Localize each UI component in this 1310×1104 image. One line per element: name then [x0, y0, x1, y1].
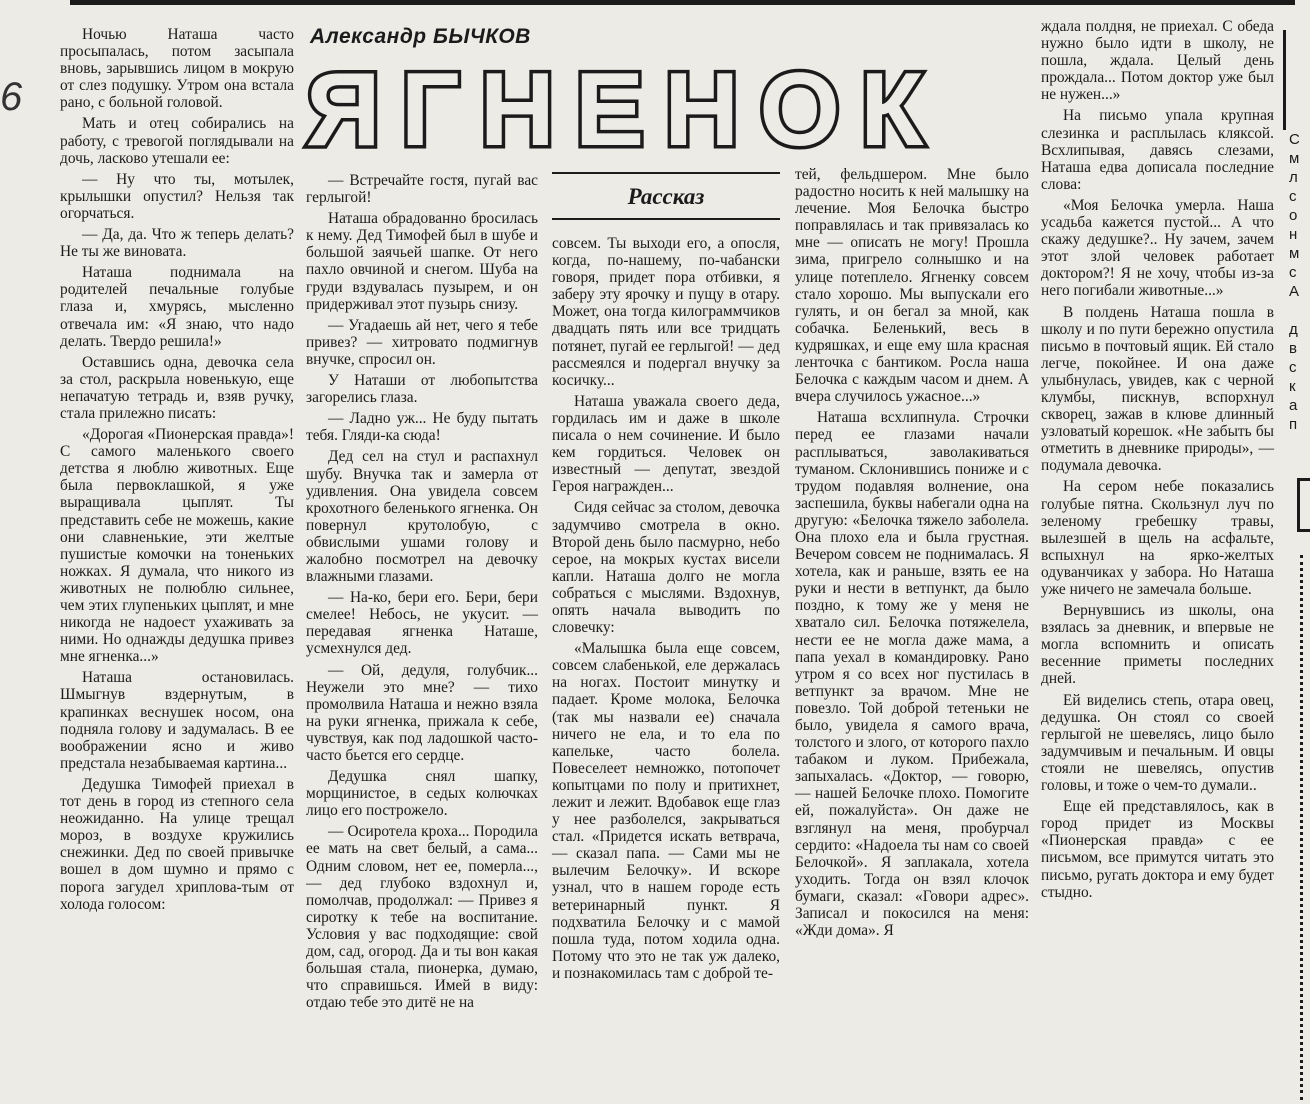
- paragraph: «Моя Белочка умерла. Наша усадьба кажется пустой... А что скажу дедушке?.. Ну зачем, зачем этот злой человек работает доктором?! Я не хочу, чтобы из-за него погибали животные...»: [1041, 196, 1274, 300]
- paragraph: Наташа всхлипнула. Строчки перед ее глазами начали расплываться, заволакиваться туманом. Склонившись пониже и с трудом подавляя волнение, она заспешила, буквы набегали одна на другую: «Белочка тяжело заболела. Она плохо ела и была грустная. Вечером совсем не поднималась. Я хотела, как и раньше, взять ее на руки и нести в ветпункт, да было поздно, к тому же у меня не хватало сил. Белочка потяжелела, нести ее не могла даже мама, а папа уехал в командировку. Рано утром я со всех ног пустилась в ветпункт за врачом. Мне не повезло. Той доброй тетеньки не было, увидела я самого врача, толстого и злого, от которого пахло табаком и луком. Прибежала, запыхалась. «Доктор, — говорю, — нашей Белочке плохо. Помогите ей, пожалуйста». Он даже не взглянул на меня, пробурчал сердито: «Надоела ты нам со своей Белочкой». Я заплакала, хотела уходить. Тогда он взял клочок бумаги, сказал: «Говори адрес». Записал и покосился на меня: «Жди дома». Я: [795, 409, 1029, 940]
- paragraph: Еще ей представлялось, как в город придет из Москвы «Пионерская правда» с ее письмом, все примутся читать это письмо, ругать доктора и ему будет стыдно.: [1041, 798, 1274, 901]
- paragraph: У Наташи от любопытства загорелись глаза.: [306, 372, 538, 407]
- paragraph: — На-ко, бери его. Бери, бери смелее! Небось, не укусит. — передавая ягненка Наташе, усмехнулся дед.: [306, 589, 538, 658]
- paragraph: На сером небе показались голубые пятна. Скользнул луч по зеленому гребешку травы, вылезшей в щель на асфальте, вспыхнул на ярко-желтых одуванчиках у забора. Но Наташа уже ничего не замечала больше.: [1041, 478, 1274, 598]
- text-column-1: [60, 26, 294, 917]
- paragraph: Дедушка Тимофей приехал в тот день в город из степного села неожиданно. На улице трещал мороз, в воздухе кружились снежинки. Дед по своей привычке вошел в дом шумно и прямо с порога загудел хриплова-тым от холода голосом:: [60, 775, 294, 913]
- paragraph: тей, фельдшером. Мне было радостно носить к ней малышку на лечение. Моя Белочка быстро поправлялась и так привязалась ко мне — описать не могу! Прошла зима, пригрело солнышко и на улице потеплело. Ягненку совсем стало хорошо. Мы выпускали его гулять, и он бегал за мной, как собачка. Беленький, весь в кудряшках, и еще ему шла красная ленточка с бантиком. Росла наша Белочка с каждым часом и днем. А вчера случилось ужасное...»: [795, 166, 1029, 406]
- author-name: Александр БЫЧКОВ: [310, 25, 531, 48]
- paragraph: — Да, да. Что ж теперь делать? Не ты же виновата.: [60, 226, 294, 261]
- text-column-5: [1041, 18, 1274, 905]
- paragraph: Наташа поднимала на родителей печальные голубые глаза и, хмурясь, мысленно отвечала им: «Я знаю, что надо делать. Твердо решила!»: [60, 264, 294, 350]
- top-rule: [70, 0, 1295, 5]
- paragraph: — Осиротела кроха... Породила ее мать на свет белый, а сама... Одним словом, нет ее, померла..., — дед глубоко вздохнул и, помолчав, продолжал: — Привез я сиротку к тебе на воспитание. Условия у вас подходящие: свой дом, сад, огород. Да и ты вон какая большая стала, пионерка, думаю, что справишься. Имей в виду: отдаю тебе это дитё не на: [306, 823, 538, 1012]
- paragraph: В полдень Наташа пошла в школу и по пути бережно опустила письмо в почтовый ящик. Ей стало легче, покойнее. И она даже улыбнулась, увидев, как с черной клумбы, пискнув, вспорхнул скворец, зажав в клюве длинный узловатый корешок. «Не забыть бы отметить в дневнике природы», — подумала девочка.: [1041, 303, 1274, 475]
- paragraph: На письмо упала крупная слезинка и расплылась кляксой. Всхлипывая, давясь слезами, Наташа едва дописала последние слова:: [1041, 107, 1274, 193]
- subtitle: Рассказ: [627, 184, 705, 209]
- text-column-2: [306, 172, 538, 1015]
- paragraph: Наташа уважала своего деда, гордилась им и даже в школе писала о нем сочинение. И было кем гордиться. Человек он известный — депутат, звездой Героя награжден...: [552, 392, 780, 496]
- dotted-border: [1300, 555, 1306, 1100]
- paragraph: — Ладно уж... Не буду пытать тебя. Гляди-ка сюда!: [306, 410, 538, 445]
- subtitle-block: [552, 170, 780, 224]
- paragraph: Дедушка снял шапку, морщинистое, в седых колючках лицо его построжело.: [306, 768, 538, 820]
- paragraph: Оставшись одна, девочка села за стол, раскрыла новенькую, еще непачатую тетрадь и, взяв ручку, стала прилежно писать:: [60, 353, 294, 422]
- paragraph: Вернувшись из школы, она взялась за дневник, и впервые не могла вспомнить и описать весенние приметы последних дней.: [1041, 602, 1274, 688]
- adjacent-article-fragment: С м л с о н м с А д в с к а п: [1289, 131, 1300, 433]
- paragraph: — Встречайте гостя, пугай вас герлыгой!: [306, 172, 538, 207]
- adjacent-frame: [1297, 478, 1310, 532]
- handwritten-page-mark: 6: [0, 75, 23, 119]
- subtitle-rule-bottom: [552, 218, 780, 220]
- subtitle-rule-top: [552, 172, 780, 174]
- paragraph: ждала полдня, не приехал. С обеда нужно было идти в школу, не пошла, ждала. Целый день прождала... Потом доктор уже был не нужен...»: [1041, 18, 1274, 104]
- paragraph: — Ой, дедуля, голубчик... Неужели это мне? — тихо промолвила Наташа и нежно взяла на руки ягненка, прижала к себе, чувствуя, как под ладошкой часто-часто бьется его сердце.: [306, 661, 538, 764]
- paragraph: Мать и отец собирались на работу, с тревогой поглядывали на дочь, ласково утешали ее:: [60, 115, 294, 167]
- paragraph: — Ну что ты, мотылек, крылышки опустил? Нельзя так огорчаться.: [60, 170, 294, 222]
- paragraph: совсем. Ты выходи его, а опосля, когда, по-нашему, по-чабански говоря, придет пора отбивки, я заберу эту ярочку и пущу в отару. Может, она тогда килограммчиков двадцать пять или все тридцать потянет, пугай ее герлыгой! — дед рассмеялся и подергал внучку за косичку...: [552, 235, 780, 389]
- paragraph: Наташа остановилась. Шмыгнув вздернутым, в крапинках веснушек носом, она подняла голову и задумалась. В ее воображении ясно и живо предстала незабываемая картина...: [60, 669, 294, 772]
- paragraph: Сидя сейчас за столом, девочка задумчиво смотрела в окно. Второй день было пасмурно, небо серое, на мокрых кустах висели капли. Наташа долго не могла собраться с мыслями. Вздохнув, опять начала выводить по словечку:: [552, 499, 780, 637]
- story-title: ЯГНЕНОК: [306, 52, 944, 168]
- paragraph: «Дорогая «Пионерская правда»! С самого маленького своего детства я люблю животных. Еще была первоклашкой, я уже выращивала цыплят. Ты представить себе не можешь, какие они славненькие, эти желтые пушистые комочки на тоненьких ножках. Я думала, что никого из животных не полюблю сильнее, чем этих глупеньких цыплят, и мне никогда не надоест ухаживать за ними. Но однажды дедушка привез мне ягненка...»: [60, 426, 294, 666]
- paragraph: «Малышка была еще совсем, совсем слабенькой, еле держалась на ногах. Постоит минутку и падает. Кроме молока, Белочка (так мы назвали ее) сначала ничего не ела, и то ела по капельке, часто болела. Повеселеет немножко, потопочет копытцами по полу и притихнет, лежит и лежит. Вдобавок еще глаз у нее разболелся, закрываться стал. «Придется искать ветврача, — сказал папа. — Сами мы не вылечим Белочку». И вскоре узнал, что в нашем городе есть ветеринарный пункт. Я подхватила Белочку и с мамой пошла туда, потом ходила одна. Потому что это не так уж далеко, и познакомилась там с доброй те-: [552, 640, 780, 982]
- text-column-3: [552, 235, 780, 986]
- paragraph: Наташа обрадованно бросилась к нему. Дед Тимофей был в шубе и большой заячьей шапке. От него пахло овчиной и снегом. Шуба на груди вздувалась пузырем, и он придерживал этот пузырь снизу.: [306, 210, 538, 313]
- paragraph: — Угадаешь ай нет, чего я тебе привез? — хитровато подмигнув внучке, спросил он.: [306, 316, 538, 368]
- paragraph: Ночью Наташа часто просыпалась, потом засыпала вновь, зарывшись лицом в мокрую от слез подушку. Утром она встала рано, с больной головой.: [60, 26, 294, 112]
- text-column-4: [795, 166, 1029, 943]
- right-column-rule: [1283, 30, 1286, 130]
- paragraph: Дед сел на стул и распахнул шубу. Внучка так и замерла от удивления. Она увидела совсем крохотного беленького ягненка. Он повернул крутолобую, с обвислыми ушами голову и жалобно посмотрел на девочку влажными глазами.: [306, 448, 538, 586]
- paragraph: Ей виделись степь, отара овец, дедушка. Он стоял со своей герлыгой не шевелясь, лицо было задумчивым и печальным. И овцы стояли не шевелясь, опустив головы, и тоже о чем-то думали..: [1041, 691, 1274, 795]
